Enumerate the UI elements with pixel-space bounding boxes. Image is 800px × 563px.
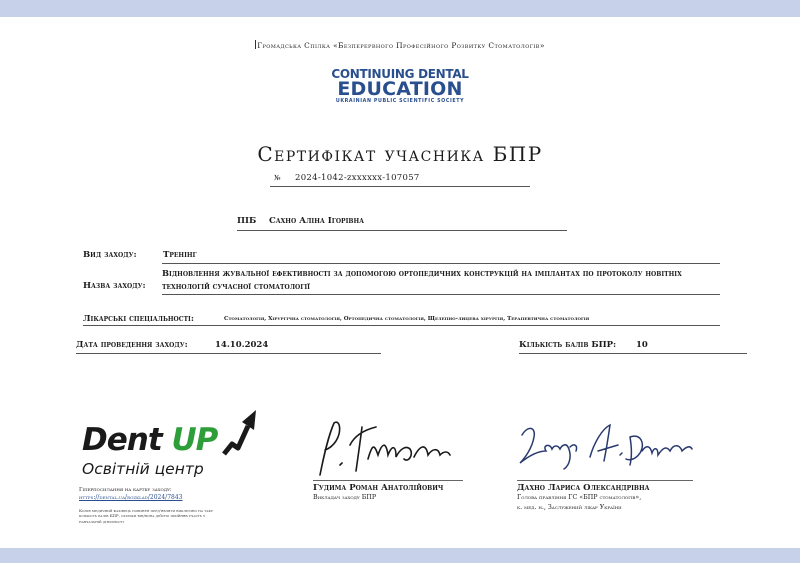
signer-2-role-line1: Голова правління ГС «БПР стоматологів», xyxy=(517,494,642,501)
event-type: Тренінг xyxy=(163,250,197,260)
signer-2 xyxy=(517,483,650,512)
event-type-row xyxy=(83,250,197,260)
specialties-label: Лікарські спеціальності: xyxy=(83,314,194,324)
number-label: № xyxy=(274,174,281,182)
signature-dakhno xyxy=(514,415,694,480)
hyperlink-block xyxy=(79,487,182,501)
signer-1-role: Викладач заходу БПР xyxy=(313,494,377,501)
event-date: 14.10.2024 xyxy=(215,340,269,350)
event-type-label: Вид заходу: xyxy=(83,250,137,260)
top-band xyxy=(0,0,800,17)
specialties: Стоматологія, Хірургічна стоматологія, Ортопедична стоматологія, Щелепно-лицева хірургія, Терапевтична стоматологія xyxy=(224,316,590,322)
event-name-label: Назва заходу: xyxy=(83,281,146,291)
event-link[interactable]: https://dental.ua/rozklad/2024/7843 xyxy=(79,494,183,501)
dentup-wordmark xyxy=(82,422,217,458)
participant-field xyxy=(237,216,567,231)
cde-logo-line3: UKRAINIAN PUBLIC SCIENTIFIC SOCIETY xyxy=(335,99,465,104)
cde-logo-line1: CONTINUING DENTAL xyxy=(331,67,469,81)
dentup-dent: Dent xyxy=(82,422,172,458)
signer-1-name: Гудима Роман Анатолійович xyxy=(313,483,444,493)
signature-line xyxy=(517,480,693,481)
signer-2-role-line2: к. мед. н., Заслужений лікар України xyxy=(517,503,622,511)
points-label: Кількість балів БПР: xyxy=(519,340,617,350)
participant-name: Сахно Аліна Ігорівна xyxy=(269,216,365,226)
dentup-subtitle: Освітній центр xyxy=(82,460,204,478)
signature-gudyma xyxy=(310,415,460,480)
divider xyxy=(76,353,381,354)
signer-2-name: Дахно Лариса Олександрівна xyxy=(517,483,650,493)
dentup-up: UP xyxy=(171,422,218,458)
divider xyxy=(162,263,720,264)
certificate-number: 2024-1042-zxxxxxx-107057 xyxy=(295,173,420,183)
divider xyxy=(519,353,747,354)
organization-name: Громадська Спілка «Безперервного Професійного Розвитку Стоматологів» xyxy=(0,40,800,50)
footnote: Копія медичний фахівець повинен пред'являти виключно на таку кількість балів БПР, скільки він/вона дійсно прийняв участь у навчальній діяльності xyxy=(79,508,214,524)
points-value: 10 xyxy=(636,340,648,350)
dentup-logo xyxy=(80,404,270,484)
divider xyxy=(83,325,720,326)
event-name: Відновлення жувальної ефективності за допомогою ортопедичних конструкцій на імплантах по протоколу новітніх технологій сучасної стоматології xyxy=(162,268,682,291)
hyperlink-label: Гіперпосилання на картку заходу: xyxy=(79,487,172,493)
bottom-band xyxy=(0,548,800,563)
participant-label: ПІБ xyxy=(237,216,257,226)
cde-logo xyxy=(0,68,800,106)
dentup-arrow-icon xyxy=(218,404,263,459)
cde-logo-line2: EDUCATION xyxy=(337,78,463,100)
date-label: Дата проведення заходу: xyxy=(76,340,188,350)
certificate-title: Сертифікат учасника БПР xyxy=(257,142,543,166)
signer-1 xyxy=(313,483,443,503)
divider xyxy=(162,294,720,295)
certificate-number-field xyxy=(270,174,530,187)
signature-line xyxy=(313,480,463,481)
